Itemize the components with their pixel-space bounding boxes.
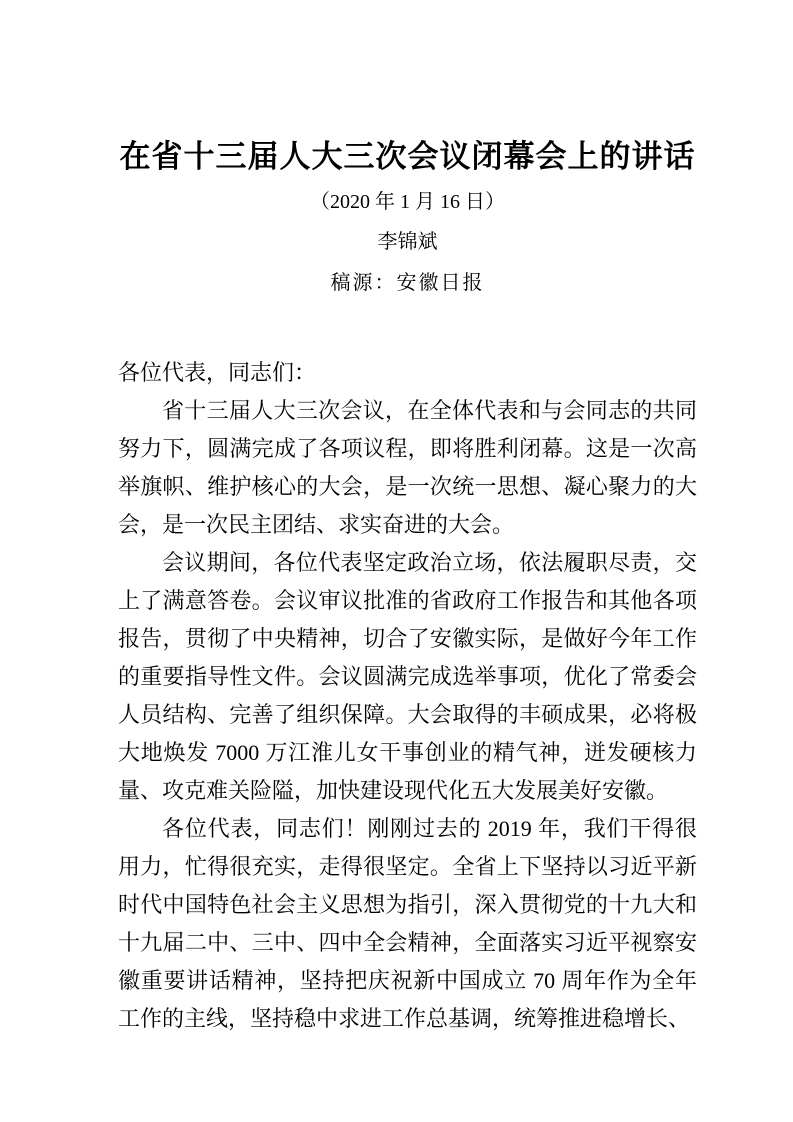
paragraph: 省十三届人大三次会议，在全体代表和与会同志的共同努力下，圆满完成了各项议程，即将胜利闭幕。这是一次高举旗帜、维护核心的大会，是一次统一思想、凝心聚力的大会，是一次民主团结、求实奋进的大会。 [118,398,697,537]
paragraph: 各位代表，同志们！刚刚过去的 2019 年，我们干得很用力，忙得很充实，走得很坚定。全省上下坚持以习近平新时代中国特色社会主义思想为指引，深入贯彻党的十九大和十九届二中、三中、四中全会精神，全面落实习近平视察安徽重要讲话精神，坚持把庆祝新中国成立 70 周年作为全年工作的主线，坚持稳中求进工作总基调，统筹推进稳增长、 [118,816,697,1031]
paragraph-salutation: 各位代表，同志们： [118,360,317,385]
page-title: 在省十三届人大三次会议闭幕会上的讲话 [119,139,696,174]
document-body [118,354,697,1038]
date-line: （2020 年 1 月 16 日） [310,191,505,213]
source-line: 稿源：安徽日报 [330,272,485,294]
author-name: 李锦斌 [377,231,438,253]
paragraph: 会议期间，各位代表坚定政治立场，依法履职尽责，交上了满意答卷。会议审议批准的省政府工作报告和其他各项报告，贯彻了中央精神，切合了安徽实际，是做好今年工作的重要指导性文件。会议圆满完成选举事项，优化了常委会人员结构、完善了组织保障。大会取得的丰硕成果，必将极大地焕发 7000 万江淮儿女干事创业的精气神，迸发硬核力量、攻克难关险隘，加快建设现代化五大发展美好安徽。 [118,550,697,803]
